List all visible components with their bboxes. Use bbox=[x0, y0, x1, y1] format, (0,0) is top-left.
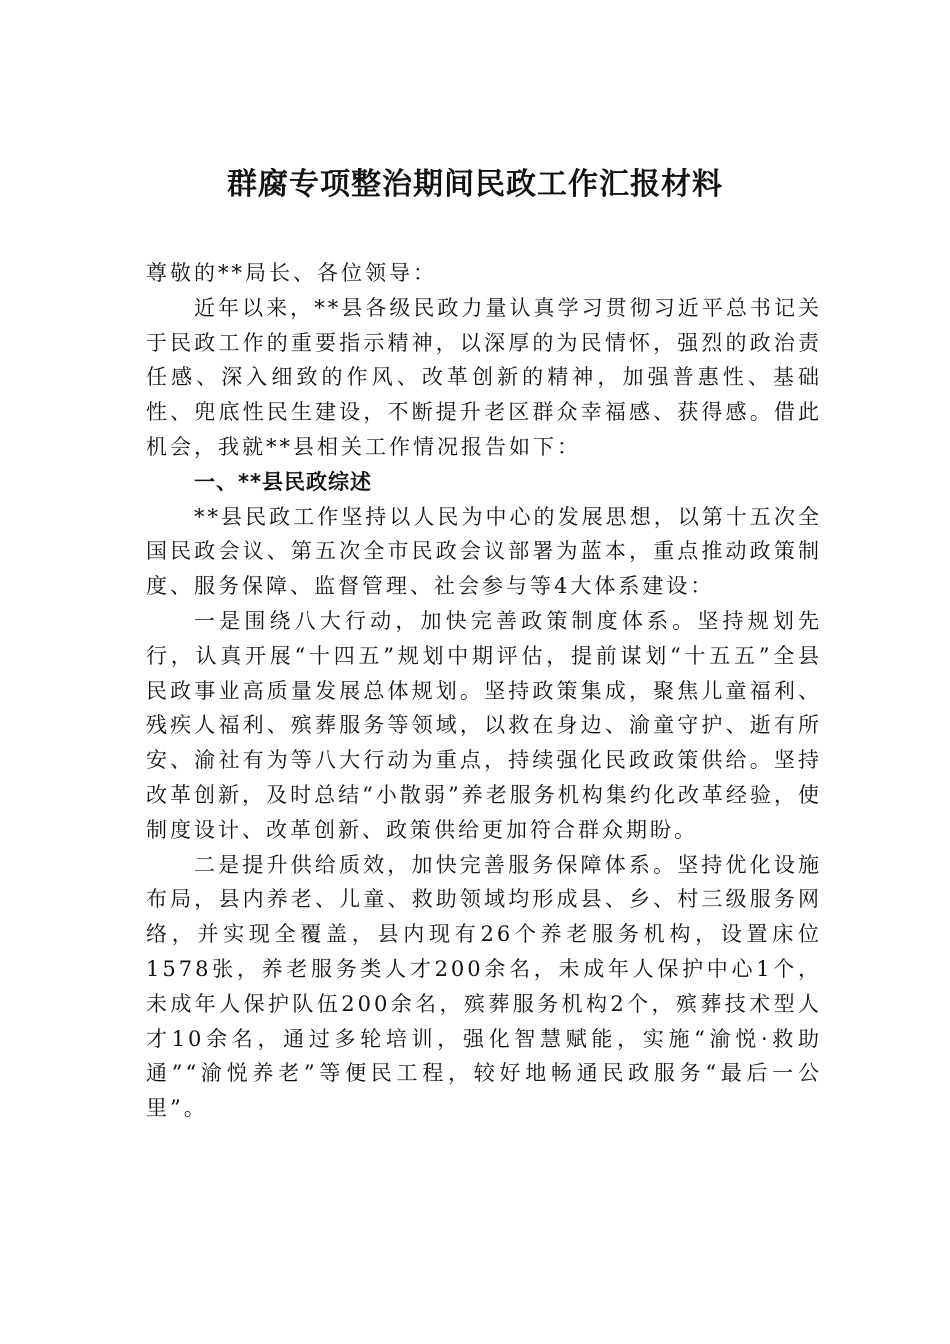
section-paragraph-service: 二是提升供给质效，加快完善服务保障体系。坚持优化设施布局，县内养老、儿童、救助领域均形成县、乡、村三级服务网络，并实现全覆盖，县内现有26个养老服务机构，设置床位1578张，养老服务类人才200余名，未成年人保护中心1个，未成年人保护队伍200余名，殡葬服务机构2个，殡葬技术型人才10余名，通过多轮培训，强化智慧赋能，实施“渝悦·救助通”“渝悦养老”等便民工程，较好地畅通民政服务“最后一公里”。 bbox=[146, 852, 822, 1121]
salutation: 尊敬的**局长、各位领导： bbox=[146, 261, 437, 285]
document-title: 群腐专项整治期间民政工作汇报材料 bbox=[227, 167, 723, 202]
section-heading: 一、**县民政综述 bbox=[194, 469, 372, 494]
section-paragraph-overview: **县民政工作坚持以人民为中心的发展思想，以第十五次全国民政会议、第五次全市民政会议部署为蓝本，重点推动政策制度、服务保障、监督管理、社会参与等4大体系建设： bbox=[146, 504, 822, 599]
document-body bbox=[146, 256, 822, 1126]
section-paragraph-policy: 一是围绕八大行动，加快完善政策制度体系。坚持规划先行，认真开展“十四五”规划中期评估，提前谋划“十五五”全县民政事业高质量发展总体规划。坚持政策集成，聚焦儿童福利、残疾人福利、殡葬服务等领域，以救在身边、渝童守护、逝有所安、渝社有为等八大行动为重点，持续强化民政政策供给。坚持改革创新，及时总结“小散弱”养老服务机构集约化改革经验，使制度设计、改革创新、政策供给更加符合群众期盼。 bbox=[146, 608, 822, 842]
intro-paragraph: 近年以来，**县各级民政力量认真学习贯彻习近平总书记关于民政工作的重要指示精神，以深厚的为民情怀，强烈的政治责任感、深入细致的作风、改革创新的精神，加强普惠性、基础性、兜底性民生建设，不断提升老区群众幸福感、获得感。借此机会，我就**县相关工作情况报告如下： bbox=[146, 295, 822, 459]
